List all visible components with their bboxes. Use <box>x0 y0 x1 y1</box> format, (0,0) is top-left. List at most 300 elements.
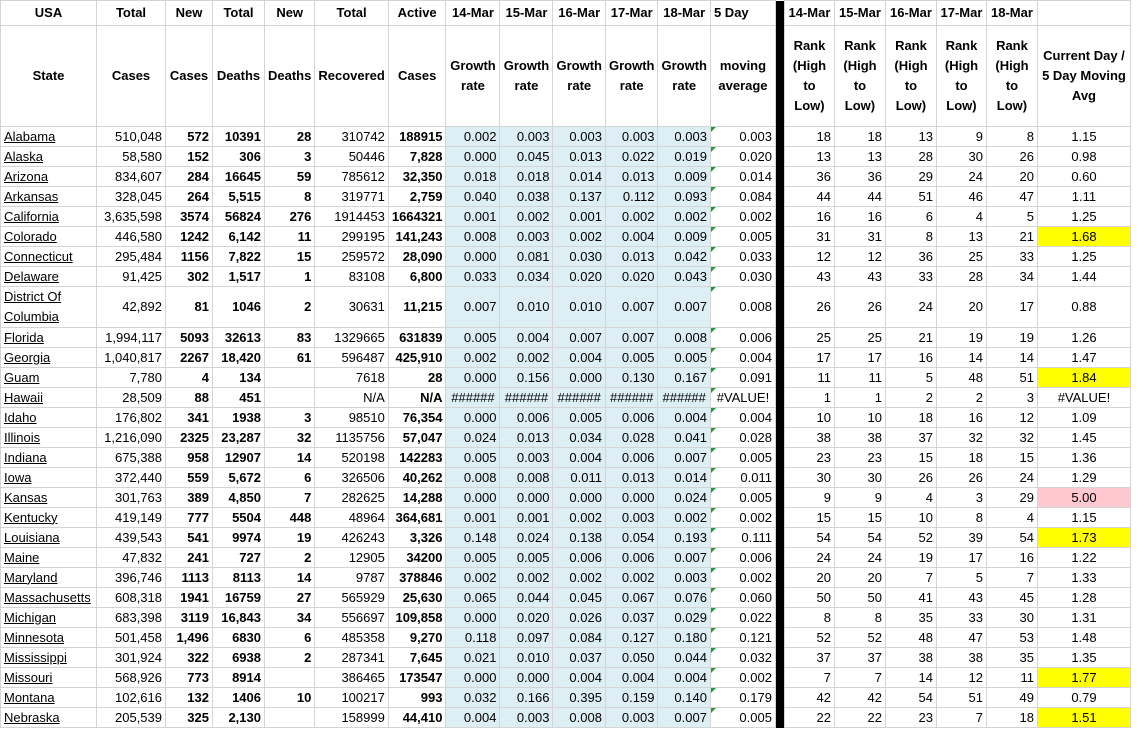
table-cell[interactable] <box>265 388 315 408</box>
header-cell-row2-14[interactable]: Rank (High to Low) <box>784 26 834 127</box>
table-cell[interactable]: 485358 <box>315 628 388 648</box>
table-cell[interactable]: 1.09 <box>1037 408 1130 428</box>
table-cell[interactable]: 0.006 <box>553 548 606 568</box>
table-cell[interactable]: 0.002 <box>553 568 606 588</box>
table-cell[interactable]: 30 <box>784 468 834 488</box>
table-cell[interactable]: 1242 <box>166 227 213 247</box>
table-cell[interactable]: 259572 <box>315 247 388 267</box>
column-separator[interactable] <box>775 26 784 127</box>
table-cell[interactable]: 0.013 <box>605 468 658 488</box>
table-cell[interactable]: 3 <box>986 388 1037 408</box>
table-cell[interactable]: 1.47 <box>1037 348 1130 368</box>
table-cell[interactable]: 48 <box>885 628 936 648</box>
table-cell[interactable]: 0.007 <box>658 708 711 728</box>
table-cell[interactable]: 12 <box>936 668 986 688</box>
table-cell[interactable]: 38 <box>885 648 936 668</box>
table-cell[interactable]: 0.006 <box>605 408 658 428</box>
table-cell[interactable]: 102,616 <box>97 688 166 708</box>
table-cell[interactable]: 132 <box>166 688 213 708</box>
header-cell-row2-19[interactable]: Current Day / 5 Day Moving Avg <box>1037 26 1130 127</box>
header-cell-row1-16[interactable]: 16-Mar <box>885 1 936 26</box>
table-cell[interactable]: 1135756 <box>315 428 388 448</box>
header-cell-row1-18[interactable]: 18-Mar <box>986 1 1037 26</box>
table-cell[interactable]: 0.005 <box>446 548 500 568</box>
table-cell[interactable]: 5 <box>885 368 936 388</box>
table-cell[interactable]: 0.001 <box>500 508 553 528</box>
table-cell[interactable]: 1.31 <box>1037 608 1130 628</box>
table-cell[interactable]: ###### <box>553 388 606 408</box>
table-cell[interactable]: 295,484 <box>97 247 166 267</box>
table-cell[interactable]: 1329665 <box>315 328 388 348</box>
state-name-cell[interactable]: Massachusetts <box>1 588 97 608</box>
table-cell[interactable]: 0.79 <box>1037 688 1130 708</box>
table-cell[interactable]: 42,892 <box>97 287 166 328</box>
state-name-cell[interactable]: Maryland <box>1 568 97 588</box>
header-cell-row1-12[interactable]: 5 Day <box>710 1 775 26</box>
table-cell[interactable]: 16 <box>936 408 986 428</box>
table-cell[interactable]: 284 <box>166 167 213 187</box>
table-cell[interactable]: 11 <box>265 227 315 247</box>
table-cell[interactable]: 1.29 <box>1037 468 1130 488</box>
table-cell[interactable]: 0.006 <box>605 548 658 568</box>
table-cell[interactable]: 510,048 <box>97 127 166 147</box>
table-cell[interactable]: 28,090 <box>388 247 446 267</box>
table-cell[interactable]: 4 <box>986 508 1037 528</box>
table-cell[interactable]: N/A <box>315 388 388 408</box>
header-cell-row2-10[interactable]: Growth rate <box>605 26 658 127</box>
table-cell[interactable]: 0.040 <box>446 187 500 207</box>
header-cell-row2-6[interactable]: Cases <box>388 26 446 127</box>
table-cell[interactable]: 50 <box>834 588 885 608</box>
table-cell[interactable]: 30631 <box>315 287 388 328</box>
table-cell[interactable]: 1406 <box>213 688 265 708</box>
table-cell[interactable]: 4 <box>936 207 986 227</box>
table-cell[interactable]: 0.008 <box>446 227 500 247</box>
table-cell[interactable]: 0.88 <box>1037 287 1130 328</box>
table-cell[interactable]: 631839 <box>388 328 446 348</box>
table-cell[interactable]: 0.032 <box>446 688 500 708</box>
table-cell[interactable]: 301,763 <box>97 488 166 508</box>
table-cell[interactable]: 0.001 <box>553 207 606 227</box>
table-cell[interactable]: 28 <box>885 147 936 167</box>
table-cell[interactable]: 0.000 <box>500 488 553 508</box>
table-cell[interactable]: 446,580 <box>97 227 166 247</box>
table-cell[interactable]: 0.180 <box>658 628 711 648</box>
table-cell[interactable]: 785612 <box>315 167 388 187</box>
table-cell[interactable]: 16 <box>986 548 1037 568</box>
header-cell-row2-4[interactable]: Deaths <box>265 26 315 127</box>
table-cell[interactable]: 0.018 <box>446 167 500 187</box>
table-cell[interactable]: 0.054 <box>605 528 658 548</box>
table-cell[interactable]: 5504 <box>213 508 265 528</box>
table-cell[interactable]: 24 <box>936 167 986 187</box>
table-cell[interactable]: 0.024 <box>446 428 500 448</box>
table-cell[interactable]: 6,800 <box>388 267 446 287</box>
table-cell[interactable]: 596487 <box>315 348 388 368</box>
table-cell[interactable]: 10391 <box>213 127 265 147</box>
header-cell-row2-9[interactable]: Growth rate <box>553 26 606 127</box>
table-cell[interactable]: 12907 <box>213 448 265 468</box>
header-cell-row1-5[interactable]: Total <box>315 1 388 26</box>
header-cell-row2-2[interactable]: Cases <box>166 26 213 127</box>
header-cell-row1-0[interactable]: USA <box>1 1 97 26</box>
table-cell[interactable]: 0.005 <box>553 408 606 428</box>
table-cell[interactable]: 0.007 <box>605 328 658 348</box>
table-cell[interactable]: 3,635,598 <box>97 207 166 227</box>
table-cell[interactable]: 81 <box>166 287 213 328</box>
table-cell[interactable]: 0.111 <box>710 528 775 548</box>
header-cell-row2-17[interactable]: Rank (High to Low) <box>936 26 986 127</box>
table-cell[interactable]: 8 <box>986 127 1037 147</box>
table-cell[interactable]: 0.118 <box>446 628 500 648</box>
table-cell[interactable]: 52 <box>885 528 936 548</box>
table-cell[interactable]: 31 <box>834 227 885 247</box>
table-cell[interactable]: 0.008 <box>553 708 606 728</box>
state-name-cell[interactable]: Kansas <box>1 488 97 508</box>
table-cell[interactable]: 0.008 <box>446 468 500 488</box>
table-cell[interactable]: ###### <box>500 388 553 408</box>
header-cell-row2-3[interactable]: Deaths <box>213 26 265 127</box>
table-cell[interactable]: 23 <box>885 708 936 728</box>
state-name-cell[interactable]: Delaware <box>1 267 97 287</box>
table-cell[interactable]: 4,850 <box>213 488 265 508</box>
table-cell[interactable]: 33 <box>986 247 1037 267</box>
table-cell[interactable]: 396,746 <box>97 568 166 588</box>
table-cell[interactable]: 13 <box>834 147 885 167</box>
state-name-cell[interactable]: California <box>1 207 97 227</box>
table-cell[interactable]: 4 <box>885 488 936 508</box>
table-cell[interactable]: 0.003 <box>553 127 606 147</box>
table-cell[interactable]: 241 <box>166 548 213 568</box>
table-cell[interactable]: 23,287 <box>213 428 265 448</box>
table-cell[interactable]: 11 <box>834 368 885 388</box>
header-cell-row2-8[interactable]: Growth rate <box>500 26 553 127</box>
table-cell[interactable]: 9 <box>784 488 834 508</box>
table-cell[interactable]: 0.002 <box>658 207 711 227</box>
table-cell[interactable]: 0.014 <box>553 167 606 187</box>
table-cell[interactable]: 1046 <box>213 287 265 328</box>
table-cell[interactable]: 9 <box>834 488 885 508</box>
table-cell[interactable]: 0.000 <box>553 368 606 388</box>
table-cell[interactable]: 4 <box>166 368 213 388</box>
table-cell[interactable]: 21 <box>885 328 936 348</box>
table-cell[interactable]: 14 <box>265 448 315 468</box>
table-cell[interactable]: 287341 <box>315 648 388 668</box>
table-cell[interactable]: 18 <box>885 408 936 428</box>
table-cell[interactable]: 7,780 <box>97 368 166 388</box>
table-cell[interactable]: 0.043 <box>658 267 711 287</box>
state-name-cell[interactable]: Florida <box>1 328 97 348</box>
table-cell[interactable] <box>265 368 315 388</box>
state-name-cell[interactable]: Mississippi <box>1 648 97 668</box>
table-cell[interactable]: 35 <box>986 648 1037 668</box>
table-cell[interactable]: 565929 <box>315 588 388 608</box>
table-cell[interactable]: 0.003 <box>500 448 553 468</box>
table-cell[interactable]: 25 <box>936 247 986 267</box>
table-cell[interactable]: 326506 <box>315 468 388 488</box>
table-cell[interactable]: 0.020 <box>500 608 553 628</box>
table-cell[interactable]: 341 <box>166 408 213 428</box>
table-cell[interactable]: 18 <box>784 127 834 147</box>
table-cell[interactable]: 5.00 <box>1037 488 1130 508</box>
table-cell[interactable]: 20 <box>834 568 885 588</box>
table-cell[interactable]: 0.045 <box>500 147 553 167</box>
table-cell[interactable]: 0.050 <box>605 648 658 668</box>
table-cell[interactable]: 2,759 <box>388 187 446 207</box>
table-cell[interactable]: 24 <box>784 548 834 568</box>
table-cell[interactable]: 26 <box>986 147 1037 167</box>
table-cell[interactable]: 0.003 <box>500 708 553 728</box>
table-cell[interactable]: 0.000 <box>446 668 500 688</box>
table-cell[interactable]: 0.033 <box>446 267 500 287</box>
table-cell[interactable]: 0.004 <box>553 348 606 368</box>
table-cell[interactable]: 0.004 <box>446 708 500 728</box>
table-cell[interactable]: 0.041 <box>658 428 711 448</box>
table-cell[interactable]: 306 <box>213 147 265 167</box>
table-cell[interactable]: 310742 <box>315 127 388 147</box>
table-cell[interactable]: 83 <box>265 328 315 348</box>
table-cell[interactable]: 572 <box>166 127 213 147</box>
table-cell[interactable]: 11,215 <box>388 287 446 328</box>
table-cell[interactable]: 0.159 <box>605 688 658 708</box>
table-cell[interactable]: 6 <box>265 468 315 488</box>
table-cell[interactable]: 448 <box>265 508 315 528</box>
table-cell[interactable]: 7,822 <box>213 247 265 267</box>
table-cell[interactable]: 17 <box>986 287 1037 328</box>
table-cell[interactable]: 0.026 <box>553 608 606 628</box>
state-name-cell[interactable]: Georgia <box>1 348 97 368</box>
table-cell[interactable]: 993 <box>388 688 446 708</box>
table-cell[interactable]: 22 <box>784 708 834 728</box>
table-cell[interactable]: 541 <box>166 528 213 548</box>
table-cell[interactable]: 1.33 <box>1037 568 1130 588</box>
table-cell[interactable]: 0.004 <box>658 668 711 688</box>
table-cell[interactable]: 8 <box>265 187 315 207</box>
table-cell[interactable]: 36 <box>834 167 885 187</box>
table-cell[interactable]: 47 <box>986 187 1037 207</box>
table-cell[interactable]: 302 <box>166 267 213 287</box>
table-cell[interactable]: 1.68 <box>1037 227 1130 247</box>
table-cell[interactable]: 32,350 <box>388 167 446 187</box>
table-cell[interactable]: 1.25 <box>1037 247 1130 267</box>
table-cell[interactable]: 1,496 <box>166 628 213 648</box>
table-cell[interactable]: 0.121 <box>710 628 775 648</box>
table-cell[interactable]: 1 <box>834 388 885 408</box>
table-cell[interactable]: 2 <box>265 548 315 568</box>
table-cell[interactable]: 372,440 <box>97 468 166 488</box>
table-cell[interactable]: 0.013 <box>605 167 658 187</box>
table-cell[interactable]: 37 <box>834 648 885 668</box>
table-cell[interactable]: 0.013 <box>500 428 553 448</box>
table-cell[interactable]: 47 <box>936 628 986 648</box>
table-cell[interactable]: 5093 <box>166 328 213 348</box>
table-cell[interactable]: 0.084 <box>553 628 606 648</box>
table-cell[interactable]: 2 <box>265 648 315 668</box>
table-cell[interactable]: 5,515 <box>213 187 265 207</box>
table-cell[interactable]: 0.006 <box>710 548 775 568</box>
table-cell[interactable]: 1.45 <box>1037 428 1130 448</box>
table-cell[interactable]: 76,354 <box>388 408 446 428</box>
table-cell[interactable]: 0.130 <box>605 368 658 388</box>
table-cell[interactable]: 15 <box>784 508 834 528</box>
table-cell[interactable]: 364,681 <box>388 508 446 528</box>
table-cell[interactable]: 19 <box>265 528 315 548</box>
table-cell[interactable]: 1.28 <box>1037 588 1130 608</box>
table-cell[interactable]: 1.25 <box>1037 207 1130 227</box>
table-cell[interactable]: 83108 <box>315 267 388 287</box>
table-cell[interactable]: 6,142 <box>213 227 265 247</box>
table-cell[interactable]: 282625 <box>315 488 388 508</box>
state-name-cell[interactable]: Colorado <box>1 227 97 247</box>
table-cell[interactable]: 426243 <box>315 528 388 548</box>
table-cell[interactable]: 1,517 <box>213 267 265 287</box>
table-cell[interactable]: 0.166 <box>500 688 553 708</box>
table-cell[interactable]: 675,388 <box>97 448 166 468</box>
table-cell[interactable]: 16 <box>784 207 834 227</box>
table-cell[interactable]: 0.011 <box>710 468 775 488</box>
table-cell[interactable]: 0.005 <box>605 348 658 368</box>
table-cell[interactable]: 0.002 <box>710 207 775 227</box>
table-cell[interactable]: 31 <box>784 227 834 247</box>
table-cell[interactable]: 1938 <box>213 408 265 428</box>
table-cell[interactable]: 45 <box>986 588 1037 608</box>
table-cell[interactable]: 100217 <box>315 688 388 708</box>
table-cell[interactable]: 0.019 <box>658 147 711 167</box>
table-cell[interactable]: 51 <box>936 688 986 708</box>
table-cell[interactable]: 32 <box>265 428 315 448</box>
table-cell[interactable]: 0.60 <box>1037 167 1130 187</box>
table-cell[interactable]: 0.000 <box>446 488 500 508</box>
table-cell[interactable]: 13 <box>885 127 936 147</box>
table-cell[interactable]: 0.037 <box>553 648 606 668</box>
table-cell[interactable]: 773 <box>166 668 213 688</box>
table-cell[interactable]: 26 <box>834 287 885 328</box>
table-cell[interactable]: 0.004 <box>500 328 553 348</box>
table-cell[interactable]: 3 <box>265 408 315 428</box>
table-cell[interactable]: 20 <box>986 167 1037 187</box>
table-cell[interactable]: 20 <box>936 287 986 328</box>
header-cell-row1-7[interactable]: 14-Mar <box>446 1 500 26</box>
table-cell[interactable]: 1.26 <box>1037 328 1130 348</box>
table-cell[interactable]: 47,832 <box>97 548 166 568</box>
table-cell[interactable]: 7,828 <box>388 147 446 167</box>
table-cell[interactable]: 50446 <box>315 147 388 167</box>
table-cell[interactable]: 91,425 <box>97 267 166 287</box>
table-cell[interactable]: 30 <box>936 147 986 167</box>
table-cell[interactable]: 0.001 <box>446 508 500 528</box>
table-cell[interactable]: 43 <box>834 267 885 287</box>
table-cell[interactable]: 0.001 <box>446 207 500 227</box>
table-cell[interactable]: 1.15 <box>1037 508 1130 528</box>
table-cell[interactable]: 0.084 <box>710 187 775 207</box>
table-cell[interactable]: 559 <box>166 468 213 488</box>
table-cell[interactable]: 0.003 <box>658 127 711 147</box>
table-cell[interactable]: 1,994,117 <box>97 328 166 348</box>
table-cell[interactable]: 1.22 <box>1037 548 1130 568</box>
table-cell[interactable]: 23 <box>834 448 885 468</box>
table-cell[interactable]: 1113 <box>166 568 213 588</box>
table-cell[interactable] <box>265 708 315 728</box>
table-cell[interactable]: 0.002 <box>500 568 553 588</box>
state-name-cell[interactable]: Illinois <box>1 428 97 448</box>
table-cell[interactable]: 834,607 <box>97 167 166 187</box>
state-name-cell[interactable]: Michigan <box>1 608 97 628</box>
table-cell[interactable]: 5,672 <box>213 468 265 488</box>
table-cell[interactable]: 1914453 <box>315 207 388 227</box>
table-cell[interactable]: 10 <box>265 688 315 708</box>
state-name-cell[interactable]: Arizona <box>1 167 97 187</box>
state-name-cell[interactable]: Alabama <box>1 127 97 147</box>
table-cell[interactable]: 28 <box>936 267 986 287</box>
table-cell[interactable]: 386465 <box>315 668 388 688</box>
state-name-cell[interactable]: Missouri <box>1 668 97 688</box>
table-cell[interactable]: 0.008 <box>500 468 553 488</box>
table-cell[interactable]: 451 <box>213 388 265 408</box>
table-cell[interactable]: 0.000 <box>446 368 500 388</box>
table-cell[interactable]: 0.002 <box>446 568 500 588</box>
table-cell[interactable]: 0.044 <box>658 648 711 668</box>
table-cell[interactable]: 1.51 <box>1037 708 1130 728</box>
table-cell[interactable]: 0.009 <box>658 167 711 187</box>
table-cell[interactable]: 1.15 <box>1037 127 1130 147</box>
header-cell-row1-11[interactable]: 18-Mar <box>658 1 711 26</box>
table-cell[interactable]: 0.140 <box>658 688 711 708</box>
header-cell-row2-1[interactable]: Cases <box>97 26 166 127</box>
table-cell[interactable]: 0.024 <box>500 528 553 548</box>
table-cell[interactable]: 7 <box>834 668 885 688</box>
table-cell[interactable]: 0.020 <box>710 147 775 167</box>
table-cell[interactable]: 389 <box>166 488 213 508</box>
table-cell[interactable]: 0.005 <box>500 548 553 568</box>
header-cell-row1-10[interactable]: 17-Mar <box>605 1 658 26</box>
table-cell[interactable]: 3 <box>936 488 986 508</box>
table-cell[interactable]: 52 <box>834 628 885 648</box>
table-cell[interactable]: 26 <box>784 287 834 328</box>
header-cell-row2-7[interactable]: Growth rate <box>446 26 500 127</box>
table-cell[interactable]: 8113 <box>213 568 265 588</box>
table-cell[interactable]: 27 <box>265 588 315 608</box>
table-cell[interactable]: 0.028 <box>710 428 775 448</box>
table-cell[interactable]: 18 <box>834 127 885 147</box>
table-cell[interactable]: 44,410 <box>388 708 446 728</box>
table-cell[interactable]: 8 <box>885 227 936 247</box>
table-cell[interactable]: 0.005 <box>710 488 775 508</box>
table-cell[interactable]: 0.000 <box>605 488 658 508</box>
table-cell[interactable]: 3574 <box>166 207 213 227</box>
table-cell[interactable]: 0.004 <box>605 227 658 247</box>
table-cell[interactable]: 0.000 <box>446 247 500 267</box>
table-cell[interactable]: 88 <box>166 388 213 408</box>
table-cell[interactable]: 0.002 <box>553 508 606 528</box>
state-name-cell[interactable]: Minnesota <box>1 628 97 648</box>
table-cell[interactable]: 176,802 <box>97 408 166 428</box>
table-cell[interactable]: 40,262 <box>388 468 446 488</box>
table-cell[interactable]: #VALUE! <box>710 388 775 408</box>
table-cell[interactable]: 8 <box>784 608 834 628</box>
table-cell[interactable]: 1 <box>265 267 315 287</box>
table-cell[interactable]: 0.005 <box>710 227 775 247</box>
table-cell[interactable]: 14 <box>986 348 1037 368</box>
table-cell[interactable]: 0.167 <box>658 368 711 388</box>
state-name-cell[interactable]: Nebraska <box>1 708 97 728</box>
table-cell[interactable]: 0.067 <box>605 588 658 608</box>
state-name-cell[interactable]: Guam <box>1 368 97 388</box>
table-cell[interactable]: 0.097 <box>500 628 553 648</box>
table-cell[interactable]: 152 <box>166 147 213 167</box>
table-cell[interactable]: 9974 <box>213 528 265 548</box>
table-cell[interactable]: 0.005 <box>446 328 500 348</box>
table-cell[interactable]: 378846 <box>388 568 446 588</box>
